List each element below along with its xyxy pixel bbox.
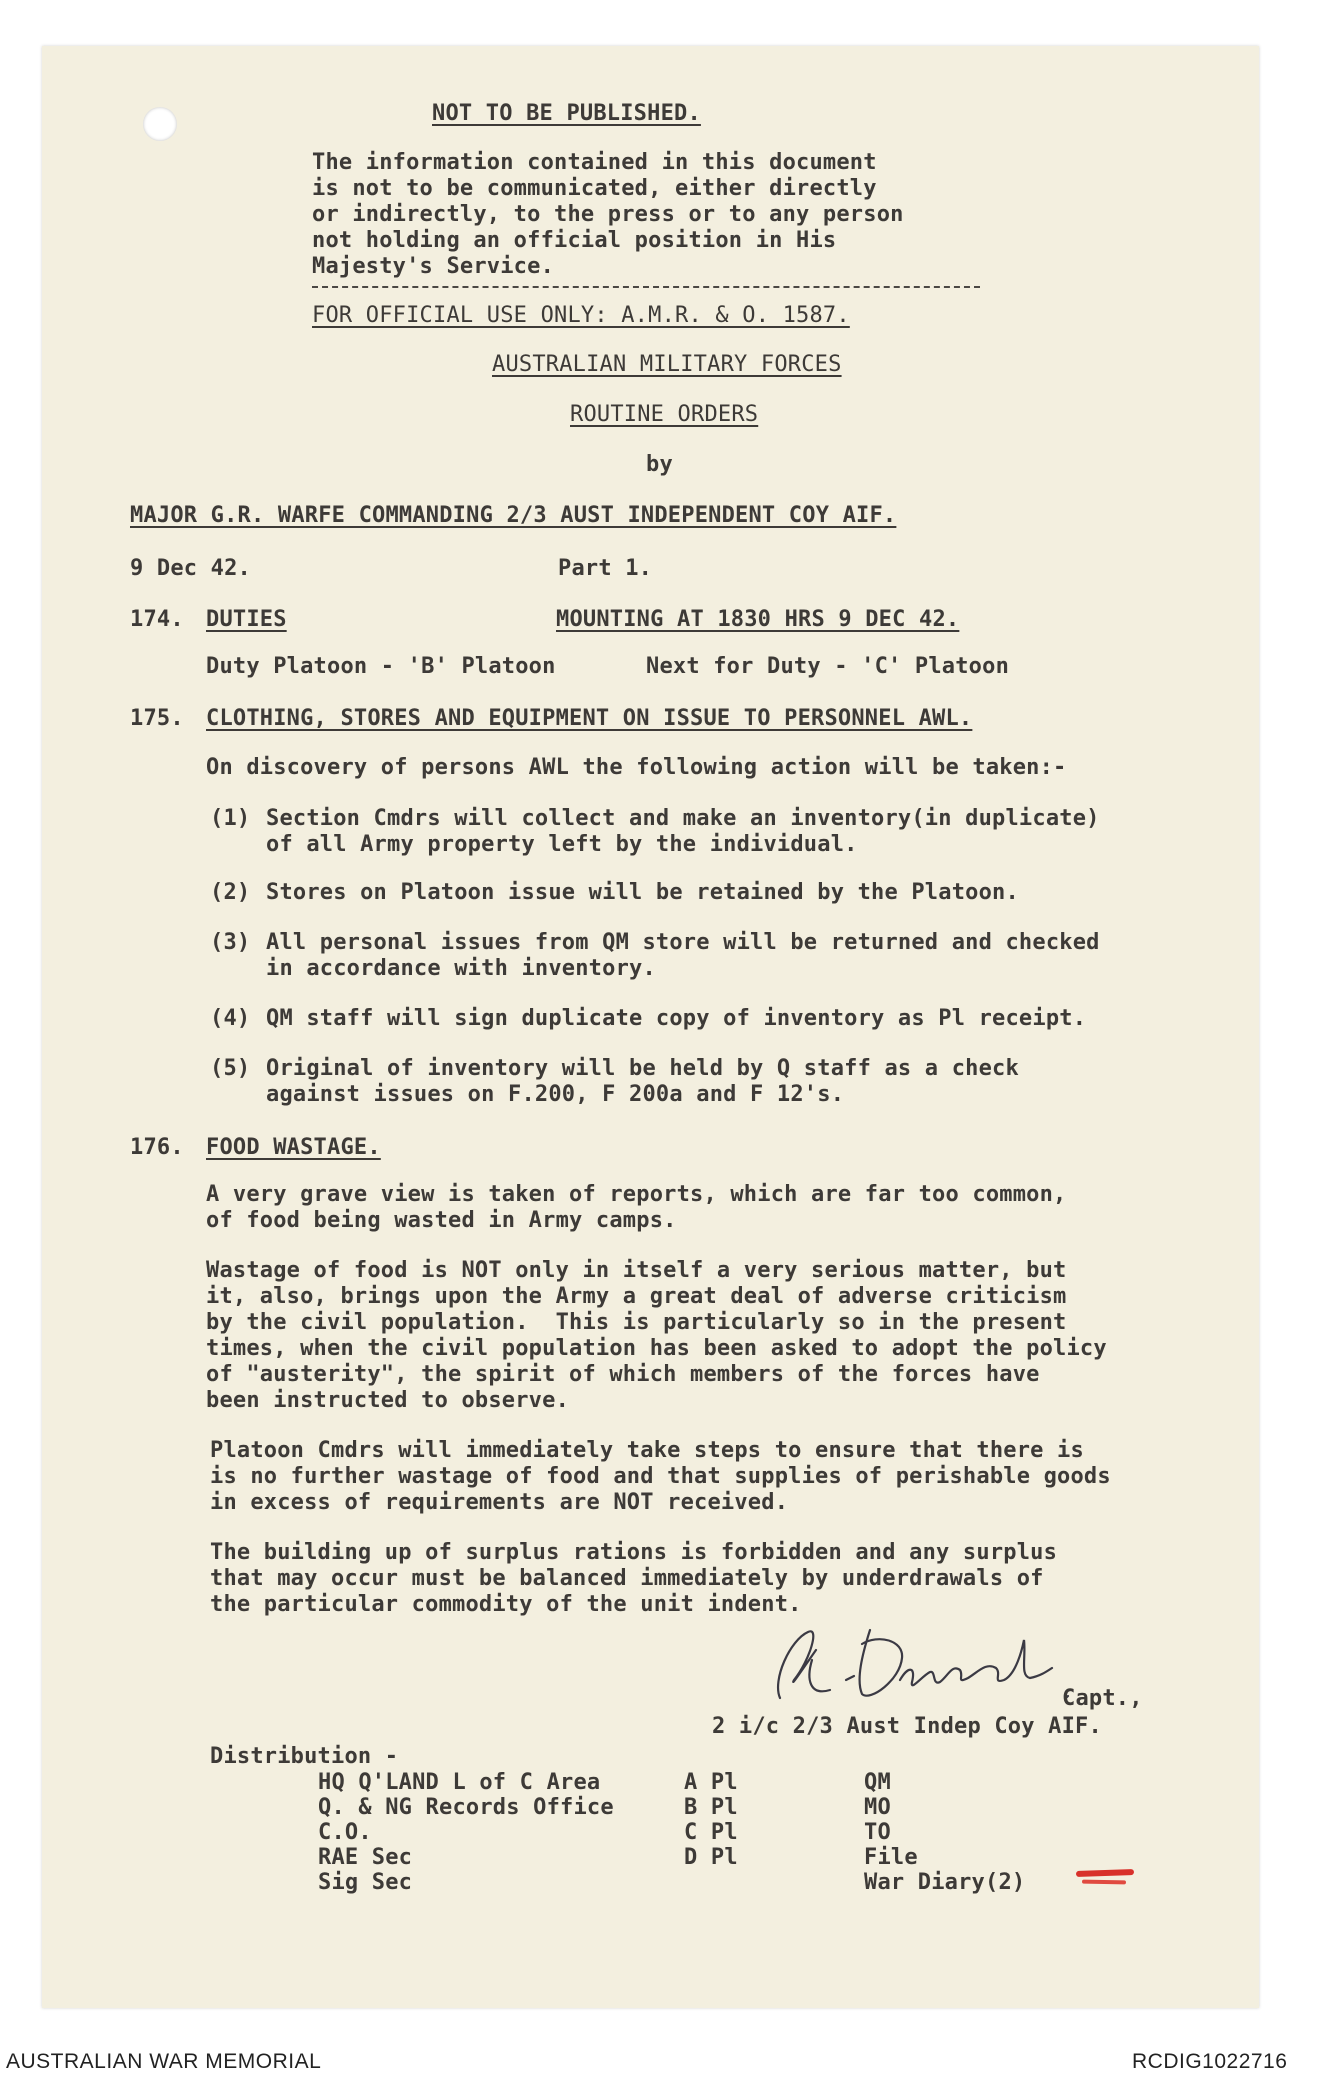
item-1-line-1: Section Cmdrs will collect and make an inventory(in duplicate) bbox=[266, 806, 1100, 831]
para-2-line-4: times, when the civil population has been asked to adopt the policy bbox=[206, 1336, 1107, 1361]
punch-hole bbox=[143, 107, 177, 141]
handwritten-signature bbox=[750, 1610, 1090, 1720]
item-5-line-1: Original of inventory will be held by Q staff as a check bbox=[266, 1056, 1019, 1081]
by-line: by bbox=[646, 452, 673, 477]
dist-hq-qland: HQ Q'LAND L of C Area bbox=[318, 1770, 601, 1795]
dist-co: C.O. bbox=[318, 1820, 372, 1845]
order-176-heading: FOOD WASTAGE. bbox=[206, 1135, 381, 1160]
next-for-duty: Next for Duty - 'C' Platoon bbox=[646, 654, 1010, 679]
para-3-line-1: Platoon Cmdrs will immediately take steps to ensure that there is bbox=[210, 1438, 1084, 1463]
signatory-rank: Capt., bbox=[1062, 1686, 1143, 1711]
notice-line-3: or indirectly, to the press or to any person bbox=[312, 202, 904, 227]
dist-d-pl: D Pl bbox=[684, 1845, 738, 1870]
item-3-number: (3) bbox=[210, 930, 251, 955]
official-use-line: FOR OFFICIAL USE ONLY: A.M.R. & O. 1587. bbox=[312, 303, 850, 328]
notice-line-4: not holding an official position in His bbox=[312, 228, 837, 253]
restriction-heading: NOT TO BE PUBLISHED. bbox=[432, 101, 701, 126]
order-date: 9 Dec 42. bbox=[130, 556, 252, 581]
dist-file: File bbox=[864, 1845, 918, 1870]
archive-credit: AUSTRALIAN WAR MEMORIAL bbox=[6, 2050, 322, 2073]
para-2-line-6: been instructed to observe. bbox=[206, 1388, 570, 1413]
order-part: Part 1. bbox=[558, 556, 653, 581]
para-1-line-2: of food being wasted in Army camps. bbox=[206, 1208, 677, 1233]
notice-line-2: is not to be communicated, either directly bbox=[312, 176, 877, 201]
signatory-unit: 2 i/c 2/3 Aust Indep Coy AIF. bbox=[712, 1714, 1102, 1739]
commander-line: MAJOR G.R. WARFE COMMANDING 2/3 AUST INDEPENDENT COY AIF. bbox=[130, 503, 897, 528]
archive-id: RCDIG1022716 bbox=[1132, 2050, 1288, 2073]
order-174-mounting: MOUNTING AT 1830 HRS 9 DEC 42. bbox=[556, 607, 960, 632]
order-175-number: 175. bbox=[130, 706, 184, 731]
item-5-number: (5) bbox=[210, 1056, 251, 1081]
dist-c-pl: C Pl bbox=[684, 1820, 738, 1845]
para-2-line-3: by the civil population. This is particularly so in the present bbox=[206, 1310, 1067, 1335]
para-2-line-1: Wastage of food is NOT only in itself a very serious matter, but bbox=[206, 1258, 1067, 1283]
header-divider bbox=[312, 286, 980, 288]
para-4-line-3: the particular commodity of the unit indent. bbox=[210, 1592, 802, 1617]
item-4-number: (4) bbox=[210, 1006, 251, 1031]
dist-b-pl: B Pl bbox=[684, 1795, 738, 1820]
dist-records-office: Q. & NG Records Office bbox=[318, 1795, 614, 1820]
routine-orders-title: ROUTINE ORDERS bbox=[570, 402, 759, 427]
order-175-heading: CLOTHING, STORES AND EQUIPMENT ON ISSUE TO PERSONNEL AWL. bbox=[206, 706, 973, 731]
item-2-number: (2) bbox=[210, 880, 251, 905]
para-1-line-1: A very grave view is taken of reports, which are far too common, bbox=[206, 1182, 1067, 1207]
notice-line-5: Majesty's Service. bbox=[312, 254, 555, 279]
forces-title: AUSTRALIAN MILITARY FORCES bbox=[492, 352, 842, 377]
dist-rae-sec: RAE Sec bbox=[318, 1845, 413, 1870]
para-3-line-2: is no further wastage of food and that supplies of perishable goods bbox=[210, 1464, 1111, 1489]
dist-war-diary: War Diary(2) bbox=[864, 1870, 1026, 1895]
para-2-line-5: of "austerity", the spirit of which members of the forces have bbox=[206, 1362, 1040, 1387]
order-174-heading: DUTIES bbox=[206, 607, 287, 632]
order-176-number: 176. bbox=[130, 1135, 184, 1160]
duty-platoon: Duty Platoon - 'B' Platoon bbox=[206, 654, 556, 679]
item-3-line-1: All personal issues from QM store will be returned and checked bbox=[266, 930, 1100, 955]
red-pencil-mark-secondary bbox=[1082, 1880, 1126, 1885]
para-4-line-1: The building up of surplus rations is forbidden and any surplus bbox=[210, 1540, 1058, 1565]
para-2-line-2: it, also, brings upon the Army a great deal of adverse criticism bbox=[206, 1284, 1067, 1309]
distribution-label: Distribution - bbox=[210, 1744, 399, 1769]
notice-line-1: The information contained in this document bbox=[312, 150, 877, 175]
item-2-line-1: Stores on Platoon issue will be retained by the Platoon. bbox=[266, 880, 1019, 905]
item-3-line-2: in accordance with inventory. bbox=[266, 956, 656, 981]
dist-sig-sec: Sig Sec bbox=[318, 1870, 413, 1895]
item-1-line-2: of all Army property left by the individual. bbox=[266, 832, 858, 857]
item-4-line-1: QM staff will sign duplicate copy of inventory as Pl receipt. bbox=[266, 1006, 1087, 1031]
dist-mo: MO bbox=[864, 1795, 891, 1820]
item-5-line-2: against issues on F.200, F 200a and F 12's. bbox=[266, 1082, 845, 1107]
order-175-intro: On discovery of persons AWL the following action will be taken:- bbox=[206, 755, 1067, 780]
dist-a-pl: A Pl bbox=[684, 1770, 738, 1795]
item-1-number: (1) bbox=[210, 806, 251, 831]
dist-qm: QM bbox=[864, 1770, 891, 1795]
para-3-line-3: in excess of requirements are NOT received. bbox=[210, 1490, 789, 1515]
para-4-line-2: that may occur must be balanced immediately by underdrawals of bbox=[210, 1566, 1044, 1591]
order-174-number: 174. bbox=[130, 607, 184, 632]
dist-to: TO bbox=[864, 1820, 891, 1845]
